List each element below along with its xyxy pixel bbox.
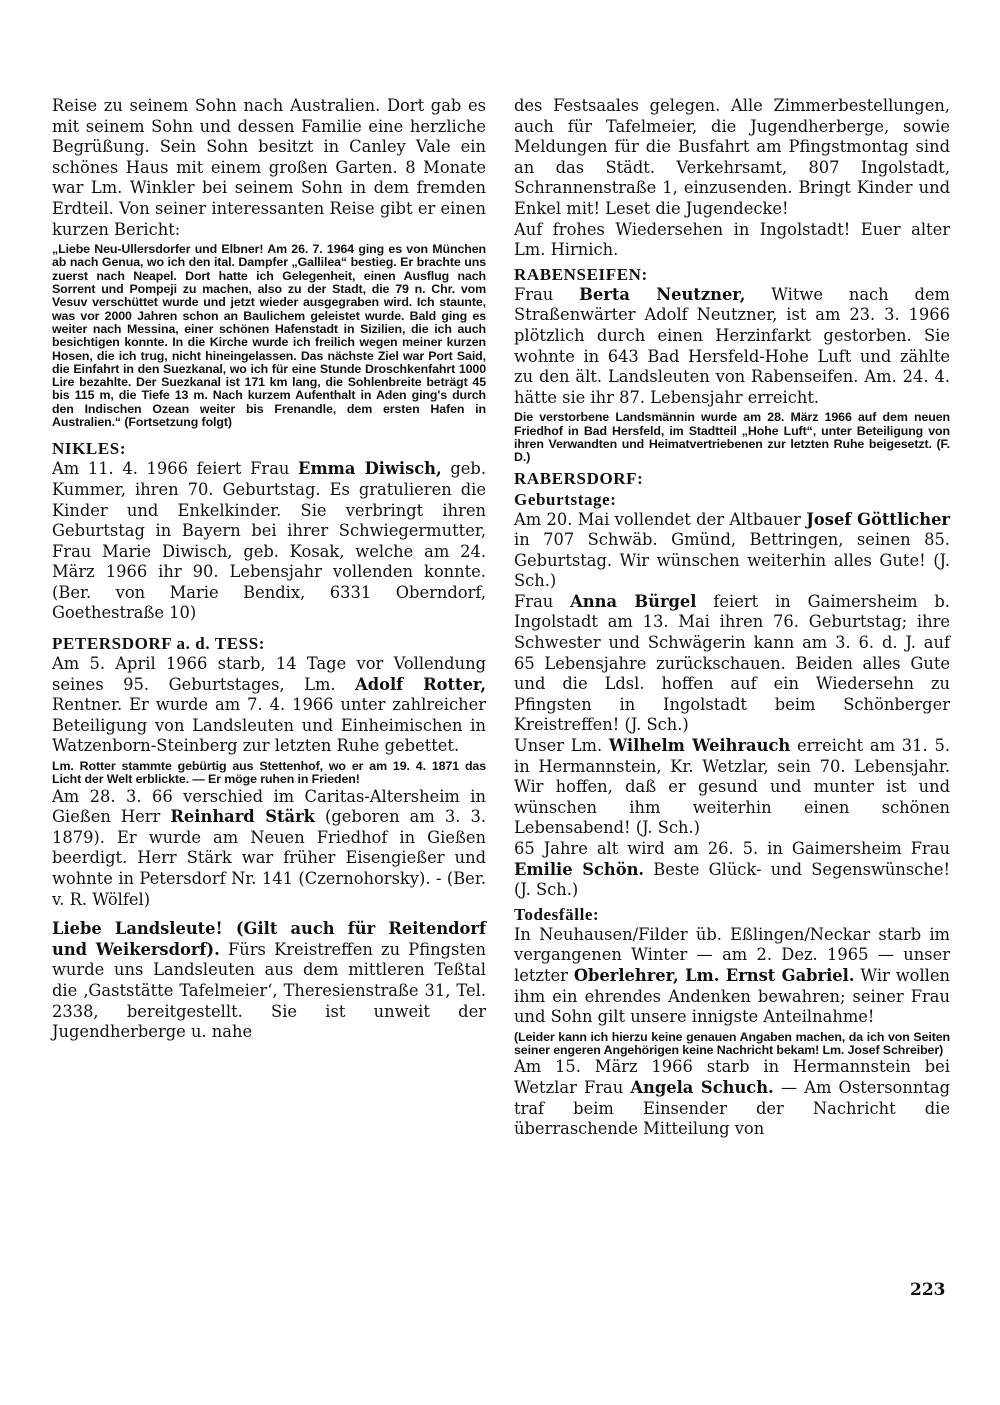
person-name: Angela Schuch. <box>630 1077 774 1097</box>
text-run: — Am Ostersonntag traf beim Einsender der Nachricht die überraschende Mitteilung von <box>514 1077 950 1139</box>
person-name: Oberlehrer, Lm. Ernst Gabriel. <box>573 965 855 985</box>
weihrauch-paragraph <box>514 736 950 839</box>
rabenseifen-paragraph <box>514 285 950 409</box>
petersdorf-staerk-paragraph <box>52 787 486 911</box>
section-heading-rabersdorf: RABERSDORF: <box>514 468 644 488</box>
buergel-paragraph <box>514 592 950 736</box>
text-run: feiert in Gaimersheim b. Ingolstadt am 13. Mai ihren 76. Geburtstag; ihre Schwester und Schwägerin kann am 3. 6. d. J. auf 65 Lebensjahre zurückschauen. Beiden alles Gute und die Ldsl. hoffen auf ein Wiedersehn zu Pfingsten in Ingolstadt beim Schönberger Kreistreffen! (J. Sch.) <box>514 591 950 735</box>
text-run: 65 Jahre alt wird am 26. 5. in Gaimersheim Frau <box>514 839 950 858</box>
gabriel-paragraph <box>514 925 950 1028</box>
text-run: In Neuhausen/Filder üb. Eßlingen/Neckar starb im vergangenen Winter — am 2. Dez. 1965 — unser letzter <box>514 924 950 985</box>
text-run: Am 15. März 1966 starb in Hermannstein bei Wetzlar Frau <box>514 1057 950 1097</box>
right-column <box>514 96 950 1140</box>
text-run: Am 20. Mai vollendet der Altbauer <box>514 509 807 529</box>
text-run: Wir wollen ihm ein ehrendes Andenken bewahren; seiner Frau und Sohn gilt unsere innigste Anteilnahme! <box>514 965 950 1027</box>
petersdorf-rotter-paragraph <box>52 654 486 757</box>
subheading-todesfaelle: Todesfälle: <box>514 904 600 924</box>
text-run: in 707 Schwäb. Gmünd, Bettringen, seinen 85. Geburtstag. Wir wünschen weiterhin alles Gute! (J. Sch.) <box>514 530 950 591</box>
text-run: Am 11. 4. 1966 feiert Frau <box>52 459 299 479</box>
subheading-geburtstage: Geburtstage: <box>514 489 617 509</box>
landsleute-paragraph <box>52 919 486 1043</box>
person-name: Anna Bürgel <box>570 591 697 611</box>
text-run: erreicht am 31. 5. in Hermannstein, Kr. Wetzlar, sein 70. Lebensjahr. Wir hoffen, daß er gesund und munter ist und wünschen ihm weiterhin einen schönen Lebensabend! (J. Sch.) <box>514 736 950 838</box>
gabriel-note: (Leider kann ich hierzu keine genauen Angaben machen, da ich von Seiten seiner engeren Angehörigen keine Nachricht bekam! Lm. Josef Schreiber) <box>514 1029 950 1058</box>
person-name: Emma Diwisch, <box>298 459 442 479</box>
text-run: Witwe nach dem Straßenwärter Adolf Neutzner, ist am 23. 3. 1966 plötzlich durch einen Herzinfarkt gestorben. Sie wohnte in 643 Bad Hersfeld-Hohe Luft und zählte zu den ält. Landsleuten von Rabenseifen. Am. 24. 4. hätte sie ihr 87. Lebensjahr erreicht. <box>514 284 950 407</box>
schuch-paragraph <box>514 1057 950 1139</box>
nikles-paragraph <box>52 459 486 624</box>
person-name: Josef Göttlicher <box>806 509 951 529</box>
person-name: Berta Neutzner, <box>579 284 746 304</box>
section-heading-nikles: NIKLES: <box>52 439 127 459</box>
text-run: Am 5. April 1966 starb, 14 Tage vor Vollendung seines 95. Geburtstages, Lm. <box>52 654 486 694</box>
text-run: (geboren am 3. 3. 1879). Er wurde am Neuen Friedhof in Gießen beerdigt. Herr Stärk war früher Eisengießer und wohnte in Petersdorf Nr. 141 (Czernohorsky). - (Ber. v. R. Wölfel) <box>52 807 486 909</box>
goettlicher-paragraph <box>514 510 950 592</box>
text-run: Am 28. 3. 66 verschied im Caritas-Altersheim in Gießen Herr <box>52 786 486 827</box>
text-run: Frau <box>514 284 580 304</box>
section-heading-rabenseifen: RABENSEIFEN: <box>514 264 648 284</box>
text-run: geb. Kummer, ihren 70. Geburtstag. Es gratulieren die Kinder und Enkelkinder. Sie verbringt ihren Geburtstag in Bayern bei ihrer Schwiegermutter, Frau Marie Diwisch, geb. Kosak, welche am 24. März 1966 ihr 90. Lebensjahr vollenden konnte. (Ber. von Marie Bendix, 6331 Oberndorf, Goethestraße 10) <box>52 459 487 623</box>
person-name: Emilie Schön. <box>514 859 645 879</box>
petersdorf-rotter-note: Lm. Rotter stammte gebürtig aus Stettenhof, wo er am 19. 4. 1871 das Licht der Welt erblickte. — Er möge ruhen in Frieden! <box>52 759 486 787</box>
festsaal-closing: Auf frohes Wiedersehen in Ingolstadt! Euer alter Lm. Hirnich. <box>514 219 950 260</box>
rabenseifen-note: Die verstorbene Landsmännin wurde am 28. März 1966 auf dem neuen Friedhof in Bad Hersfeld, im Stadtteil „Hohe Luft“, unter Beteiligung von ihren Verwandten und Heimatvertriebenen zur letzten Ruhe beigesetzt. (F. D.) <box>514 410 950 465</box>
winkler-paragraph: Reise zu seinem Sohn nach Australien. Dort gab es mit seinem Sohn und dessen Familie eine herzliche Begrüßung. Sein Sohn besitzt in Canley Vale ein schönes Haus mit einem großen Garten. 8 Monate war Lm. Winkler bei seinem Sohn in dem fremden Erdteil. Von seiner interessanten Reise gibt er einen kurzen Bericht: <box>52 96 486 239</box>
text-run: Fürs Kreistreffen zu Pfingsten wurde uns Landsleuten aus dem mittleren Teßtal die ‚Gaststätte Tafelmeier‘, Theresienstraße 31, Tel. 2338, bereitgestellt. Sie ist unweit der Jugendherberge u. nahe <box>52 939 486 1042</box>
schoen-paragraph <box>514 839 950 901</box>
page-number: 223 <box>910 1280 946 1300</box>
text-run: Unser Lm. <box>514 736 609 756</box>
section-heading-petersdorf: PETERSDORF a. d. TESS: <box>52 634 266 654</box>
person-name: Reinhard Stärk <box>170 807 315 827</box>
text-run: Rentner. Er wurde am 7. 4. 1966 unter zahlreicher Beteiligung von Landsleuten und Einheimischen in Watzenborn-Steinberg zur letzten Ruhe gebettet. <box>52 695 486 756</box>
text-run: Beste Glück- und Segenswünsche! (J. Sch.) <box>514 859 951 900</box>
person-name: Wilhelm Weihrauch <box>608 736 791 756</box>
bold-intro: Liebe Landsleute! (Gilt auch für Reitendorf und Weikersdorf). <box>52 919 486 959</box>
festsaal-paragraph: des Festsaales gelegen. Alle Zimmerbestellungen, auch für Tafelmeier, die Jugendherberge, sowie Meldungen für die Busfahrt am Pfingstmontag sind an das Städt. Verkehrsamt, 807 Ingolstadt, Schrannenstraße 1, einzusenden. Bringt Kinder und Enkel mit! Leset die Jugendecke! <box>514 96 950 218</box>
winkler-letter: „Liebe Neu-Ullersdorfer und Elbner! Am 26. 7. 1964 ging es von München ab nach Genua, wo ich den ital. Dampfer „Gallilea“ bestieg. Er brachte uns zuerst nach Neapel. Dort hatte ich Gelegenheit, einen Ausflug nach Sorrent und Pompeji zu machen, also zu der Stadt, die 79 n. Chr. vom Vesuv verschüttet wurde und jetzt wieder ausgegraben wird. Ich staunte, was vor 2000 Jahren schon an Baulichem geleistet wurde. Bald ging es weiter nach Messina, einer schönen Hafenstadt in Sizilien, die ich auch besichtigen konnte. In die Kirche wurde ich freilich wegen meiner kurzen Hosen, die ich trug, nicht hineingelassen. Das nächste Ziel war Port Said, die Einfahrt in den Suezkanal, wo ich für eine Stunde Droschkenfahrt 1000 Lire bezahlte. Der Suezkanal ist 171 km lang, die Sohlenbreite beträgt 45 bis 115 m, die Tiefe 13 m. Nach kurzem Aufenthalt in Aden ging's durch den Indischen Ozean weiter bis Frenandle, dem ersten Hafen in Australien.“ (Fortsetzung folgt) <box>52 242 486 430</box>
left-column <box>52 96 486 1043</box>
text-run: Frau <box>514 591 571 611</box>
person-name: Adolf Rotter, <box>355 674 486 694</box>
